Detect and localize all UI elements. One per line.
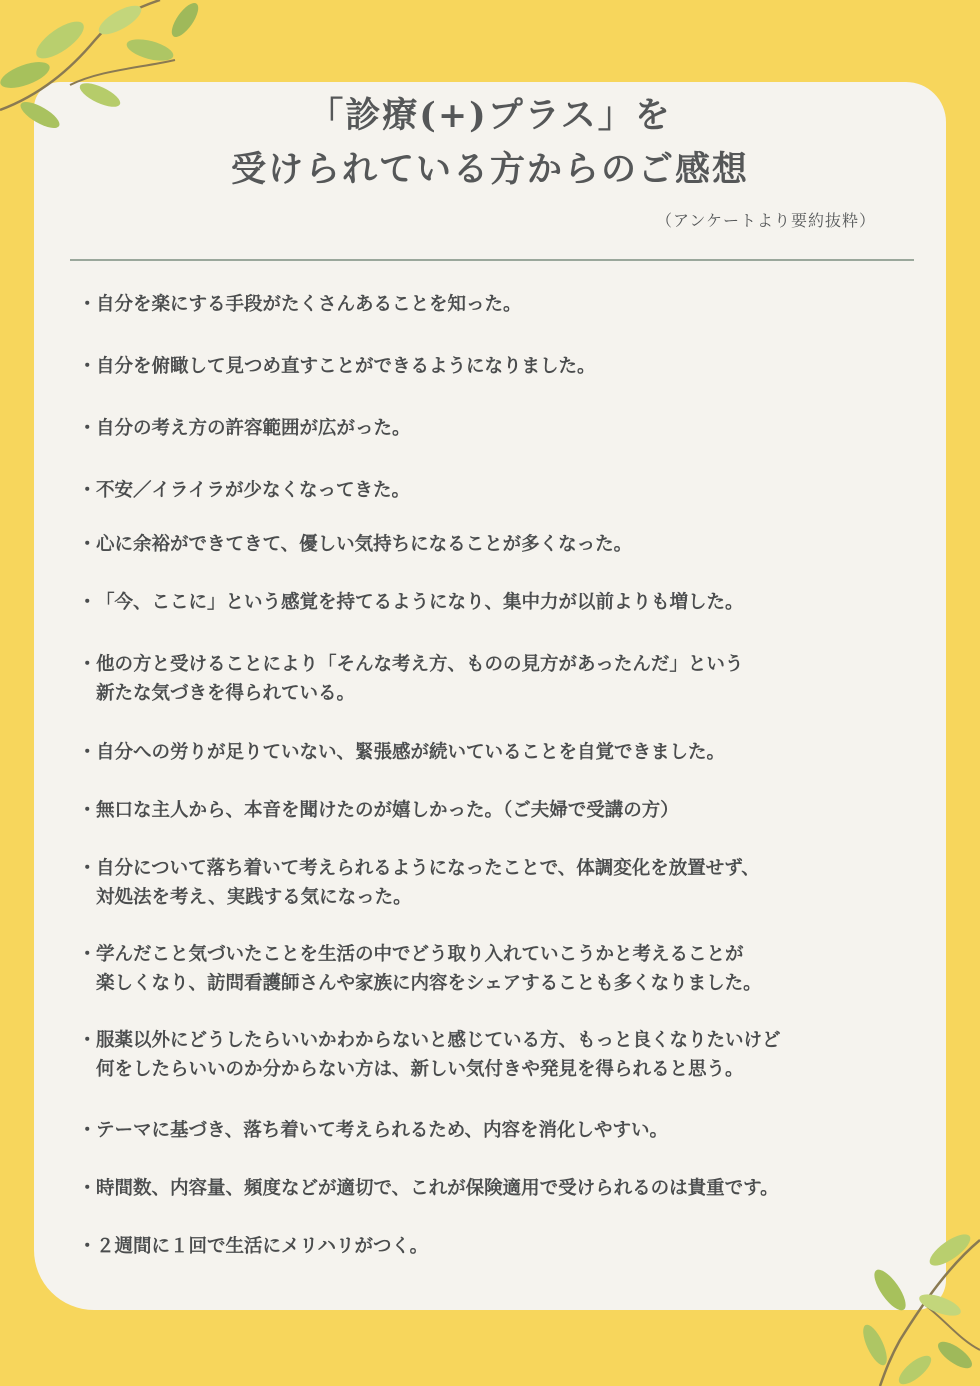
feedback-item-line1: 他の方と受けることにより「そんな考え方、ものの見方があったんだ」という: [96, 654, 744, 675]
page-title-line1: 「診療(+)プラス」を: [308, 95, 672, 136]
feedback-item-line1: 服薬以外にどうしたらいいかわからないと感じている方、もっと良くなりたいけど: [96, 1030, 781, 1051]
feedback-item: [78, 352, 596, 381]
bullet-icon: ・: [78, 1120, 97, 1141]
divider: [70, 259, 914, 261]
bullet-icon: ・: [78, 1236, 97, 1257]
feedback-item: [78, 1174, 779, 1203]
feedback-item: [78, 414, 411, 443]
feedback-item-line1: 自分について落ち着いて考えられるようになったことで、体調変化を放置せず、: [96, 858, 760, 879]
page-title-line2: 受けられている方からのご感想: [230, 149, 749, 190]
feedback-item-line2: 新たな気づきを得られている。: [96, 683, 356, 704]
feedback-item-line1: ２週間に１回で生活にメリハリがつく。: [96, 1236, 429, 1257]
bullet-icon: ・: [78, 944, 97, 965]
feedback-item-line1: 自分の考え方の許容範囲が広がった。: [96, 418, 411, 439]
feedback-item: [78, 796, 679, 825]
feedback-item-line2: 何をしたらいいのか分からない方は、新しい気付きや発見を得られると思う。: [96, 1059, 744, 1080]
bullet-icon: ・: [78, 294, 97, 315]
feedback-item: [78, 1026, 781, 1084]
feedback-item-line1: 時間数、内容量、頻度などが適切で、これが保険適用で受けられるのは貴重です。: [96, 1178, 779, 1199]
bullet-icon: ・: [78, 800, 97, 821]
feedback-item-line2: 楽しくなり、訪問看護師さんや家族に内容をシェアすることも多くなりました。: [96, 973, 762, 994]
feedback-item-line1: 不安／イライラが少なくなってきた。: [96, 480, 410, 501]
bullet-icon: ・: [78, 654, 97, 675]
feedback-item-line1: 心に余裕ができてきて、優しい気持ちになることが多くなった。: [96, 534, 633, 555]
feedback-item-line1: 自分を俯瞰して見つめ直すことができるようになりました。: [96, 356, 596, 377]
bullet-icon: ・: [78, 1178, 97, 1199]
feedback-item-line1: 学んだこと気づいたことを生活の中でどう取り入れていこうかと考えることが: [96, 944, 744, 965]
feedback-item: [78, 290, 522, 319]
bullet-icon: ・: [78, 1030, 97, 1051]
feedback-item-line1: 無口な主人から、本音を聞けたのが嬉しかった。（ご夫婦で受講の方）: [96, 800, 679, 821]
feedback-item-line2: 対処法を考え、実践する気になった。: [96, 887, 412, 908]
feedback-item-line1: テーマに基づき、落ち着いて考えられるため、内容を消化しやすい。: [96, 1120, 669, 1141]
feedback-item: [78, 738, 725, 767]
bullet-icon: ・: [78, 534, 97, 555]
feedback-item: [78, 1232, 428, 1261]
subtitle: （アンケートより要約抜粋）: [655, 211, 876, 230]
bullet-icon: ・: [78, 742, 97, 763]
feedback-item-line1: 「今、ここに」という感覚を持てるようになり、集中力が以前よりも増した。: [96, 592, 744, 613]
bullet-icon: ・: [78, 480, 97, 501]
bullet-icon: ・: [78, 592, 97, 613]
feedback-item-line1: 自分を楽にする手段がたくさんあることを知った。: [96, 294, 522, 315]
feedback-item: [78, 854, 760, 912]
feedback-item: [78, 588, 744, 617]
bullet-icon: ・: [78, 418, 97, 439]
feedback-item: [78, 1116, 668, 1145]
feedback-item-line1: 自分への労りが足りていない、緊張感が続いていることを自覚できました。: [96, 742, 726, 763]
feedback-item: [78, 940, 762, 998]
bullet-icon: ・: [78, 858, 97, 879]
bullet-icon: ・: [78, 356, 97, 377]
leaf-branch-bottom-right-icon: [830, 1220, 980, 1386]
feedback-item: [78, 650, 743, 708]
feedback-item: [78, 530, 632, 559]
feedback-item: [78, 476, 410, 505]
